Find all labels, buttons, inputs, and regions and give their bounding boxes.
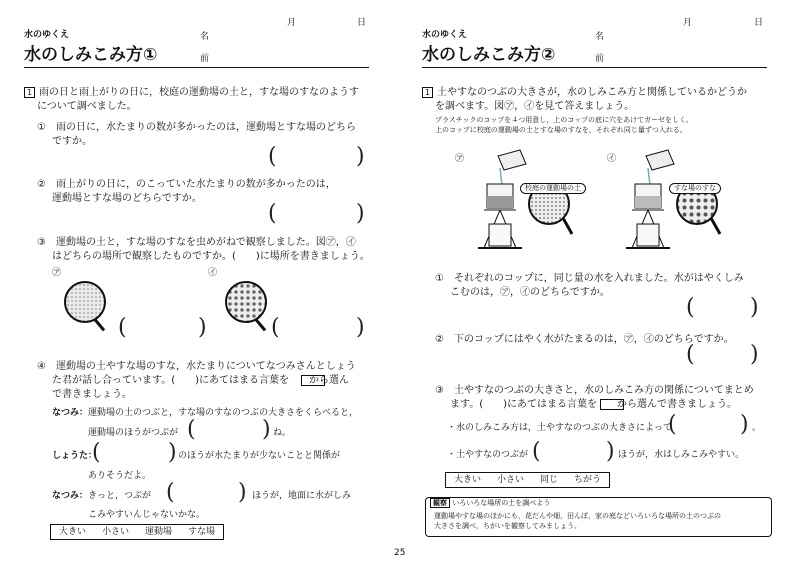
magnifier-lens-icon	[225, 281, 267, 323]
magnifier-handle	[255, 319, 266, 332]
month-label: 月	[683, 18, 693, 28]
observation-line-1: 運動場やすな場のほかにも，花だんや畑，田んぼ，家の庭などいろいろな場所の土のつぶの	[434, 512, 721, 520]
procedure-note-2: 上のコップに校庭の運動場の土とすな場のすなを，それぞれ同じ量ずつ入れる。	[435, 126, 687, 134]
natsumi2-line-1-end: ほうが，地面に水がしみ	[252, 491, 352, 501]
answer-paren-close: )	[740, 412, 749, 437]
answer-paren-close: )	[262, 417, 271, 442]
question-intro	[422, 86, 747, 99]
procedure-note-1: プラスチックのコップを４つ用意し，上のコップの底に穴をあけてガーゼをしく。	[435, 116, 693, 124]
answer-paren-open: (	[118, 315, 127, 340]
header-rule	[422, 67, 767, 68]
speaker-shota: しょうた：	[52, 451, 98, 461]
question-intro	[24, 86, 359, 99]
tag-label-a: 校庭の運動場の土	[520, 183, 586, 194]
choice-word: 小さい	[102, 527, 130, 537]
natsumi2-line-1: きっと，つぶが	[88, 491, 152, 501]
q1-line-1: ① それぞれのコップに，同じ量の水を入れました。水がはやくしみ	[435, 273, 744, 284]
answer-paren-close: )	[238, 480, 247, 505]
figure-label-a: ㋐	[52, 268, 62, 278]
funnel-apparatus-b	[618, 148, 733, 253]
shota-line-1: のほうが水たまりが少ないことと関係が	[178, 451, 341, 461]
choice-word: 大きい	[454, 475, 482, 485]
observation-title: いろいろな場所の土を調べよう	[452, 499, 551, 507]
answer-paren-open: (	[166, 480, 175, 505]
q3-line-1: ③ 土やすなのつぶの大きさと，水のしみこみ方の関係についてまとめ	[435, 385, 754, 396]
choice-word: 運動場	[145, 527, 173, 537]
shota-line-2: ありそうだよ。	[88, 471, 152, 481]
q1-line-1: ① 雨の日に，水たまりの数が多かったのは，運動場とすな場のどちら	[37, 122, 356, 133]
answer-paren-open: (	[686, 295, 695, 320]
figure-label-b: ㋑	[208, 268, 218, 278]
answer-paren-open: (	[271, 315, 280, 340]
tag-label-b: すな場のすな	[669, 183, 721, 194]
answer-paren-close: )	[198, 315, 207, 340]
answer-paren-open: (	[92, 440, 101, 465]
intro-line-1: 雨の日と雨上がりの日に，校庭の運動場の土と，すな場のすなのようす	[39, 87, 359, 98]
choice-word: ちがう	[574, 475, 602, 485]
day-label: 日	[357, 18, 367, 28]
natsumi-line-2-end: ね。	[273, 428, 292, 438]
q1-line-2: こむのは，㋐，㋑のどちらですか。	[450, 287, 610, 298]
intro-line-2: を調べます。図㋐，㋑を見て答えましょう。	[435, 101, 635, 112]
question-number: 1	[422, 87, 433, 98]
speaker-natsumi-2: なつみ：	[52, 491, 89, 501]
answer-paren-open: (	[187, 417, 196, 442]
bullet-2: ・土やすなのつぶが	[447, 450, 529, 460]
header-rule	[24, 67, 369, 68]
bullet-1-end: 。	[752, 423, 762, 433]
q2-line-2: 運動場とすな場のどちらですか。	[52, 193, 202, 204]
answer-paren-open: (	[268, 144, 277, 169]
answer-paren-open: (	[268, 201, 277, 226]
answer-paren-close: )	[168, 440, 177, 465]
day-label: 日	[754, 18, 764, 28]
page-title: 水のしみこみ方②	[422, 45, 556, 65]
answer-paren-close: )	[356, 144, 365, 169]
bullet-1: ・水のしみこみ方は，土やすなのつぶの大きさによって	[447, 423, 673, 433]
word-choices	[50, 524, 224, 540]
name-label-2: 前	[200, 54, 210, 64]
speaker-natsumi: なつみ：	[52, 408, 89, 418]
q3-line-2: ます。( )にあてはまる言葉を から選んで書きましょう。	[450, 399, 738, 410]
q3-line-1: ③ 運動場の土と，すな場のすなを虫めがねで観察しました。図㋐，㋑	[37, 237, 356, 248]
answer-paren-close: )	[750, 295, 759, 320]
choice-word: すな場	[188, 527, 216, 537]
answer-paren-open: (	[532, 439, 541, 464]
observation-tag: 観察	[430, 498, 450, 508]
page-title: 水のしみこみ方①	[24, 45, 158, 65]
magnifier-lens-icon	[64, 281, 106, 323]
bullet-2-end: ほうが，水はしみこみやすい。	[618, 450, 745, 460]
name-label-1: 名	[200, 32, 210, 42]
series-label: 水のゆくえ	[24, 30, 70, 40]
choice-box-marker	[600, 399, 624, 410]
q4-line-3: で書きましょう。	[52, 389, 132, 400]
intro-line-1: 土やすなのつぶの大きさが，水のしみこみ方と関係しているかどうか	[437, 87, 747, 98]
q2-line: ② 下のコップにはやく水がたまるのは，㋐，㋑のどちらですか。	[435, 334, 734, 345]
funnel-apparatus-a	[470, 148, 585, 253]
q2-line-1: ② 雨上がりの日に，のこっていた水たまりの数が多かったのは，	[37, 179, 336, 190]
choice-word: 大きい	[59, 527, 87, 537]
figure-label-b: ㋑	[607, 154, 617, 164]
q3-line-2: はどちらの場所で観察したものですか。( )に場所を書きましょう。	[52, 251, 370, 262]
figure-label-a: ㋐	[455, 154, 465, 164]
answer-paren-open: (	[686, 342, 695, 367]
name-label-1: 名	[595, 32, 605, 42]
observation-box	[425, 497, 772, 537]
answer-paren-close: )	[750, 342, 759, 367]
choice-box-marker	[301, 375, 325, 386]
natsumi2-line-2: こみやすいんじゃないかな。	[88, 510, 206, 520]
question-number: 1	[24, 87, 35, 98]
answer-paren-close: )	[606, 439, 615, 464]
answer-paren-close: )	[356, 315, 365, 340]
natsumi-line-1: 運動場の土のつぶと，すな場のすなのつぶの大きさをくらべると，	[88, 408, 359, 418]
answer-paren-close: )	[356, 201, 365, 226]
answer-paren-open: (	[668, 412, 677, 437]
choice-word: 同じ	[540, 475, 559, 485]
series-label: 水のゆくえ	[422, 30, 468, 40]
q4-line-2: た君が話し合っています。( )にあてはまる言葉を から選ん	[52, 375, 350, 386]
natsumi-line-2: 運動場のほうがつぶが	[88, 428, 179, 438]
month-label: 月	[287, 18, 297, 28]
page-number: 25	[394, 548, 406, 558]
observation-heading	[430, 499, 550, 508]
choice-word: 小さい	[497, 475, 525, 485]
intro-line-2: について調べました。	[37, 101, 137, 112]
observation-line-2: 大きさを調べ，ちがいを観察してみましょう。	[434, 522, 581, 530]
magnifier-handle	[94, 319, 105, 332]
q4-line-1: ④ 運動場の土やすな場のすな，水たまりについてなつみさんとしょう	[37, 361, 356, 372]
word-choices	[445, 472, 610, 488]
q1-line-2: ですか。	[52, 136, 92, 147]
name-label-2: 前	[595, 54, 605, 64]
